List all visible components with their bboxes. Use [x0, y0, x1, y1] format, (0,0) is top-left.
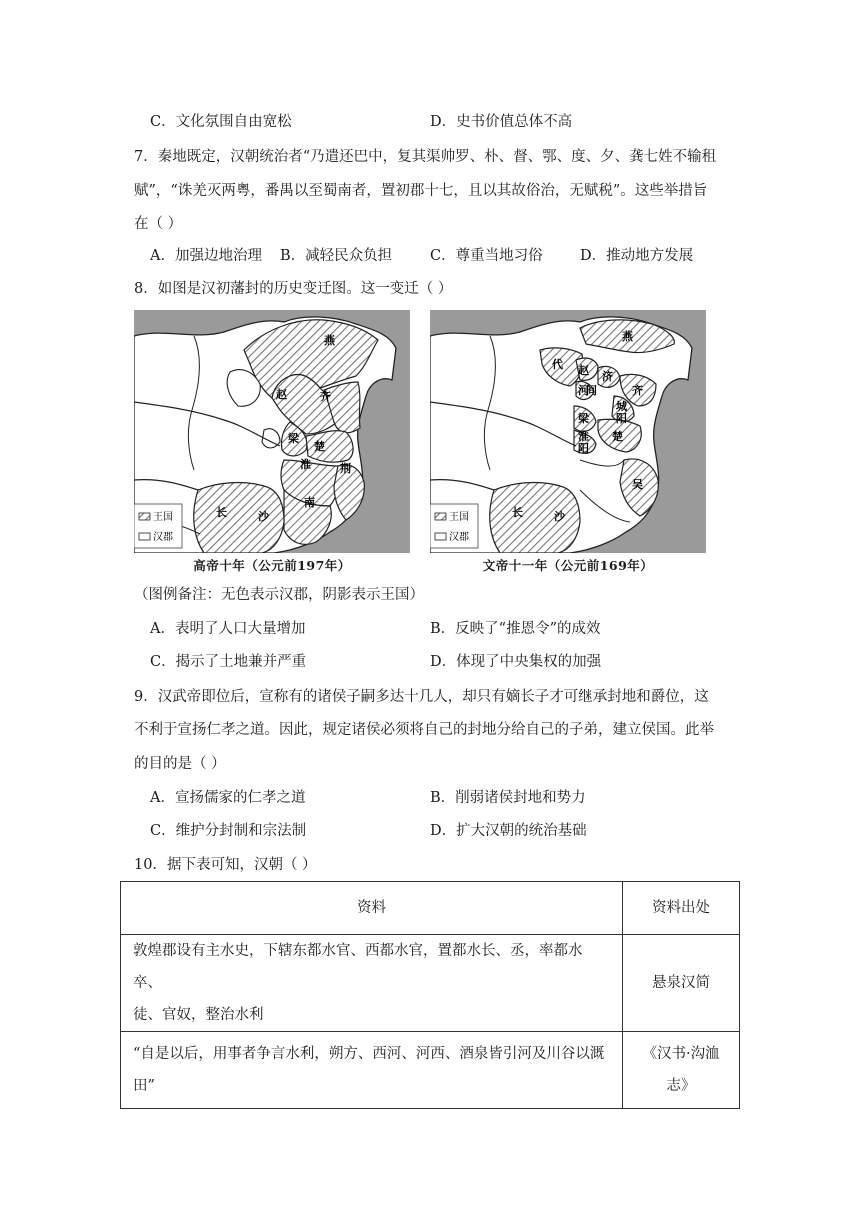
legend-commandery-left: 汉郡: [153, 532, 173, 543]
q7-stem-line2: 赋”，“诛羌灭两粤，番禺以至蜀南者，置初郡十七，且以其故俗治，无赋税”。这些举措旨: [134, 183, 708, 199]
region-label: 梁: [578, 412, 589, 425]
cell-line: 《汉书·沟洫: [642, 1046, 720, 1062]
region-label: 齐: [320, 390, 331, 403]
region-label: 燕: [622, 330, 633, 343]
region-label: 赵: [578, 364, 589, 377]
region-label: 河: [578, 384, 589, 397]
q8-legend-note: （图例备注：无色表示汉郡，阴影表示王国）: [134, 587, 424, 603]
region-label: 吴: [632, 478, 643, 491]
q9-stem-line3: 的目的是（ ）: [134, 756, 226, 772]
legend-kingdom-left: 王国: [153, 512, 173, 523]
region-label: 沙: [258, 510, 269, 523]
table-cell-material: [121, 1032, 623, 1109]
region-label: 燕: [324, 334, 335, 347]
q9-option-b: B．削弱诸侯封地和势力: [430, 790, 586, 806]
region-label: 赵: [276, 388, 287, 401]
region-label: 淮: [300, 458, 311, 471]
region-label: 代: [552, 358, 563, 371]
q7-option-b: B．减轻民众负担: [280, 248, 393, 264]
q8-option-a: A．表明了人口大量增加: [150, 621, 306, 637]
q7-stem-line3: 在（ ）: [134, 216, 183, 232]
region-label: 楚: [612, 430, 623, 443]
q7-option-a: A．加强边地治理: [150, 248, 262, 264]
q7-stem-line1: 7．秦地既定，汉朝统治者“乃遣还巴中，复其渠帅罗、朴、督、鄂、度、夕、龚七姓不输租: [134, 149, 717, 165]
region-label: 南: [304, 496, 315, 509]
region-label: 沙: [554, 510, 565, 523]
table-header-row: [121, 882, 740, 935]
region-label: 间: [586, 384, 597, 397]
map-gaodi: [134, 310, 410, 578]
legend-commandery-right: 汉郡: [449, 532, 469, 543]
region-label: 长: [512, 506, 523, 519]
q7-option-d: D．推动地方发展: [580, 248, 694, 264]
region-label: 楚: [314, 440, 325, 453]
region-label: 济: [602, 370, 613, 383]
cell-line: 悬泉汉简: [652, 975, 711, 991]
map-gaodi-caption: 高帝十年（公元前197年）: [193, 558, 351, 573]
q8-option-b: B．反映了“推恩令”的成效: [430, 621, 601, 637]
q9-option-d: D．扩大汉朝的统治基础: [430, 823, 587, 839]
region-label: 阳: [578, 442, 589, 455]
q9-option-a: A．宣扬儒家的仁孝之道: [150, 790, 306, 806]
region-label: 阳: [616, 412, 627, 425]
q8-option-c: C．揭示了土地兼并严重: [150, 654, 307, 670]
q7-option-c: C．尊重当地习俗: [430, 248, 543, 264]
q10-table: [120, 881, 740, 1109]
map-wendi: [430, 310, 706, 578]
cell-line: 敦煌郡设有主水史，下辖东都水官、西都水官，置都水长、丞，率都水卒、: [133, 943, 583, 991]
region-label: 淮: [578, 430, 589, 443]
q8-option-d: D．体现了中央集权的加强: [430, 654, 602, 670]
table-row: [121, 935, 740, 1032]
q9-option-c: C．维护分封制和宗法制: [150, 823, 307, 839]
cell-line: 田”: [133, 1078, 155, 1094]
table-cell-material: [121, 935, 623, 1032]
q6-option-c: C．文化氛围自由宽松: [150, 114, 292, 130]
q9-stem-line1: 9．汉武帝即位后，宣称有的诸侯子嗣多达十几人，却只有嫡长子才可继承封地和爵位，这: [134, 689, 709, 705]
table-header-material: 资料: [121, 882, 623, 935]
region-label: 齐: [632, 384, 643, 397]
cell-line: 志》: [666, 1078, 696, 1094]
cell-line: “自是以后，用事者争言水利，朔方、西河、河西、酒泉皆引河及川谷以溉: [133, 1046, 605, 1062]
region-label: 荆: [340, 462, 351, 475]
q6-option-d: D．史书价值总体不高: [430, 114, 573, 130]
table-cell-source: [623, 935, 740, 1032]
q8-stem: 8．如图是汉初藩封的历史变迁图。这一变迁（ ）: [134, 281, 453, 297]
table-header-source: 资料出处: [623, 882, 740, 935]
q10-stem: 10．据下表可知，汉朝（ ）: [134, 857, 317, 873]
legend-kingdom-right: 王国: [449, 512, 469, 523]
q9-stem-line2: 不利于宣扬仁孝之道。因此，规定诸侯必须将自己的封地分给自己的子弟，建立侯国。此举: [134, 722, 714, 738]
region-label: 梁: [288, 432, 299, 445]
table-row: [121, 1032, 740, 1109]
region-label: 城: [616, 400, 627, 413]
table-cell-source: [623, 1032, 740, 1109]
cell-line: 徒、官奴，整治水利: [133, 1007, 264, 1023]
region-label: 长: [216, 506, 227, 519]
map-wendi-caption: 文帝十一年（公元前169年）: [482, 558, 654, 573]
